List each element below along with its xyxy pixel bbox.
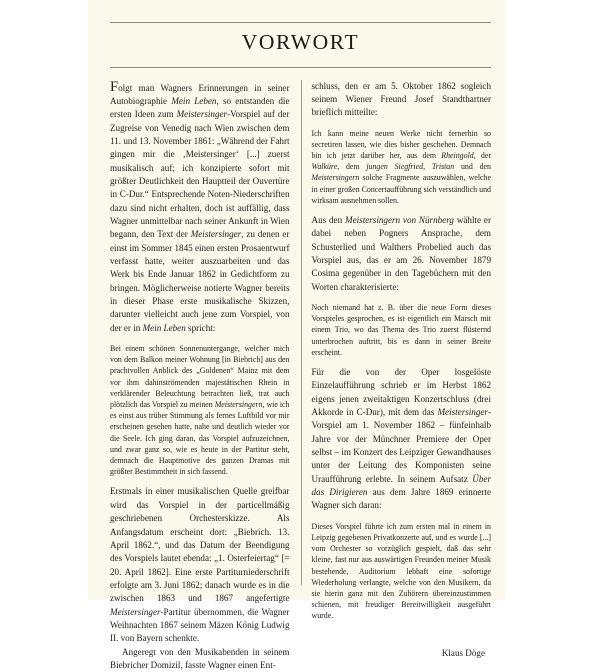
paragraph: Aus den Meistersingern von Nürnberg wählte er dabei neben Pogners Ansprache, dem Schusterlied und Walthers Probelied auch das Vorspiel aus, das er am 26. November 1879 Cosima gegenüber in den Tagebüchern mit den Worten charakterisierte: xyxy=(311,214,491,292)
page-text-block xyxy=(110,0,491,670)
two-column-body xyxy=(110,78,491,670)
paragraph: Erstmals in einer musikalischen Quelle greifbar wird das Vorspiel in der particellmäßig geschriebenen Orchesterskizze. Als Anfangsdatum erscheint dort: „Biebrich. 13. April 1862.“, und das Datum der Beendigung des Vorspiels lautet ebenda: „1. Osterfeiertag“ [= 20. April 1862]. Eine erste Partiturniederschrift erfolgte am 3. Juni 1862; danach wurde es in die zwischen 1863 und 1867 angefertigte Meistersinger-Partitur übernommen, die Wagner Weihnachten 1867 seinem Mäzen König Ludwig II. von Bayern schenkte. xyxy=(110,486,290,644)
column-right xyxy=(301,80,492,658)
title-rule-bottom xyxy=(110,67,491,68)
author-signature: Klaus Döge xyxy=(441,647,485,658)
paragraph: Folgt man Wagners Erinnerungen in seiner Autobiographie Mein Leben, so entstanden die ersten Ideen zum Meistersinger-Vorspiel auf der Zugreise von Venedig nach Wien zwischen dem 11. und 13. November 1861: „Während der Fahrt gingen mir die ‚Meistersinger‘ [...] zuerst musikalisch auf; ich konzipierte sofort mit größter Deutlichkeit den Hauptteil der Ouvertüre in C-Dur.“ Entsprechende Noten-Niederschriften dazu sind nicht erhalten, doch ist auffällig, dass Wagner unmittelbar nach seiner Ankunft in Wien begann, den Text der Meistersinger, zu denen er einst im Sommer 1845 einen ersten Prosaentwurf verfasst hatte, weiter auszuarbeiten und das Werk bis Ende Januar 1862 in Gedichtform zu bringen. Möglicherweise notierte Wagner bereits in dieser Phase erste musikalische Skizzen, darunter vielleicht auch jene zum Vorspiel, von der er in Mein Leben spricht: xyxy=(110,78,290,333)
blockquote: Bei einem schönen Sonnenuntergange, welcher mich von dem Balkon meiner Wohnung [in Biebrich] aus den prachtvollen Anblick des „Goldenen“ Mainz mit dem vor ihm dahinströmenden majestätischen Rhein in verklärender Beleuchtung betrachten ließ, trat auch plötzlich das Vorspiel zu meinen Meistersingern, wie ich es einst aus trüber Stimmung als fernes Luftbild vor mir erscheinen gesehen hatte, nahe und deutlich wieder vor die Seele. Ich ging daran, das Vorspiel aufzuzeichnen, und zwar ganz so, wie es heute in der Partitur steht, demnach die Hauptmotive des ganzen Dramas mit größter Bestimmtheit in sich fassend. xyxy=(110,344,290,477)
paragraph: Für die von der Oper losgelöste Einzelaufführung schrieb er im Herbst 1862 eigens jenen zweitaktigen Konzertschluss (drei Akkorde in C-Dur), mit dem das Meistersinger-Vorspiel am 1. November 1862 – fünfeinhalb Jahre vor der Münchner Premiere der Oper selbst – im Konzert des Leipziger Gewandhauses unter der Leitung des Komponisten seine Uraufführung erlebte. In seinem Aufsatz Über das Dirigieren aus dem Jahre 1869 erinnerte Wagner sich daran: xyxy=(311,367,491,511)
blockquote: Noch niemand hat z. B. über die neue Form dieses Vorspieles gesprochen, es ist eigentlich ein Marsch mit einem Trio, wo das Thema des Trio zuerst flüsternd unterbrochen auftritt, bis es dann in seiner Breite erscheint. xyxy=(311,303,491,357)
book-page xyxy=(88,0,505,670)
paragraph: schluss, den er am 5. Oktober 1862 sogleich seinem Wiener Freund Josef Standthartner brieflich mitteilte: xyxy=(311,80,491,118)
page-title: VORWORT xyxy=(241,30,360,54)
column-left xyxy=(110,78,301,670)
paragraph: Angeregt von den Musikabenden in seinem Biebricher Domizil, fasste Wagner einen Ent- xyxy=(110,646,290,670)
blockquote: Ich kann meine neuen Werke nicht fernerhin so secretiren lassen, wie dies bisher geschehen. Demnach bin ich jetzt darüber her, aus dem Rheingold, der Walküre, dem jungen Siegfried, Tristan und den Meistersingern solche Fragmente auszuwählen, welche in einer großen Concertaufführung sich verständlich und wirksam ausnehmen sollen. xyxy=(311,128,491,205)
blockquote: Dieses Vorspiel führte ich zum ersten mal in einem in Leipzig gegebenen Privatkonzerte auf, und es wurde [...] vom Orchester so vorzüglich gespielt, daß das sehr kleine, fast nur aus auswärtigen Freunden meiner Musik bestehende, Auditorium lebhaft eine sofortige Wiederholung verlangte, welche von den Musikern, da sie hierin ganz mit den Zuhörern übereinzustimmen schienen, mit freudiger Bereitwilligkeit ausgeführt wurde. xyxy=(311,521,491,621)
